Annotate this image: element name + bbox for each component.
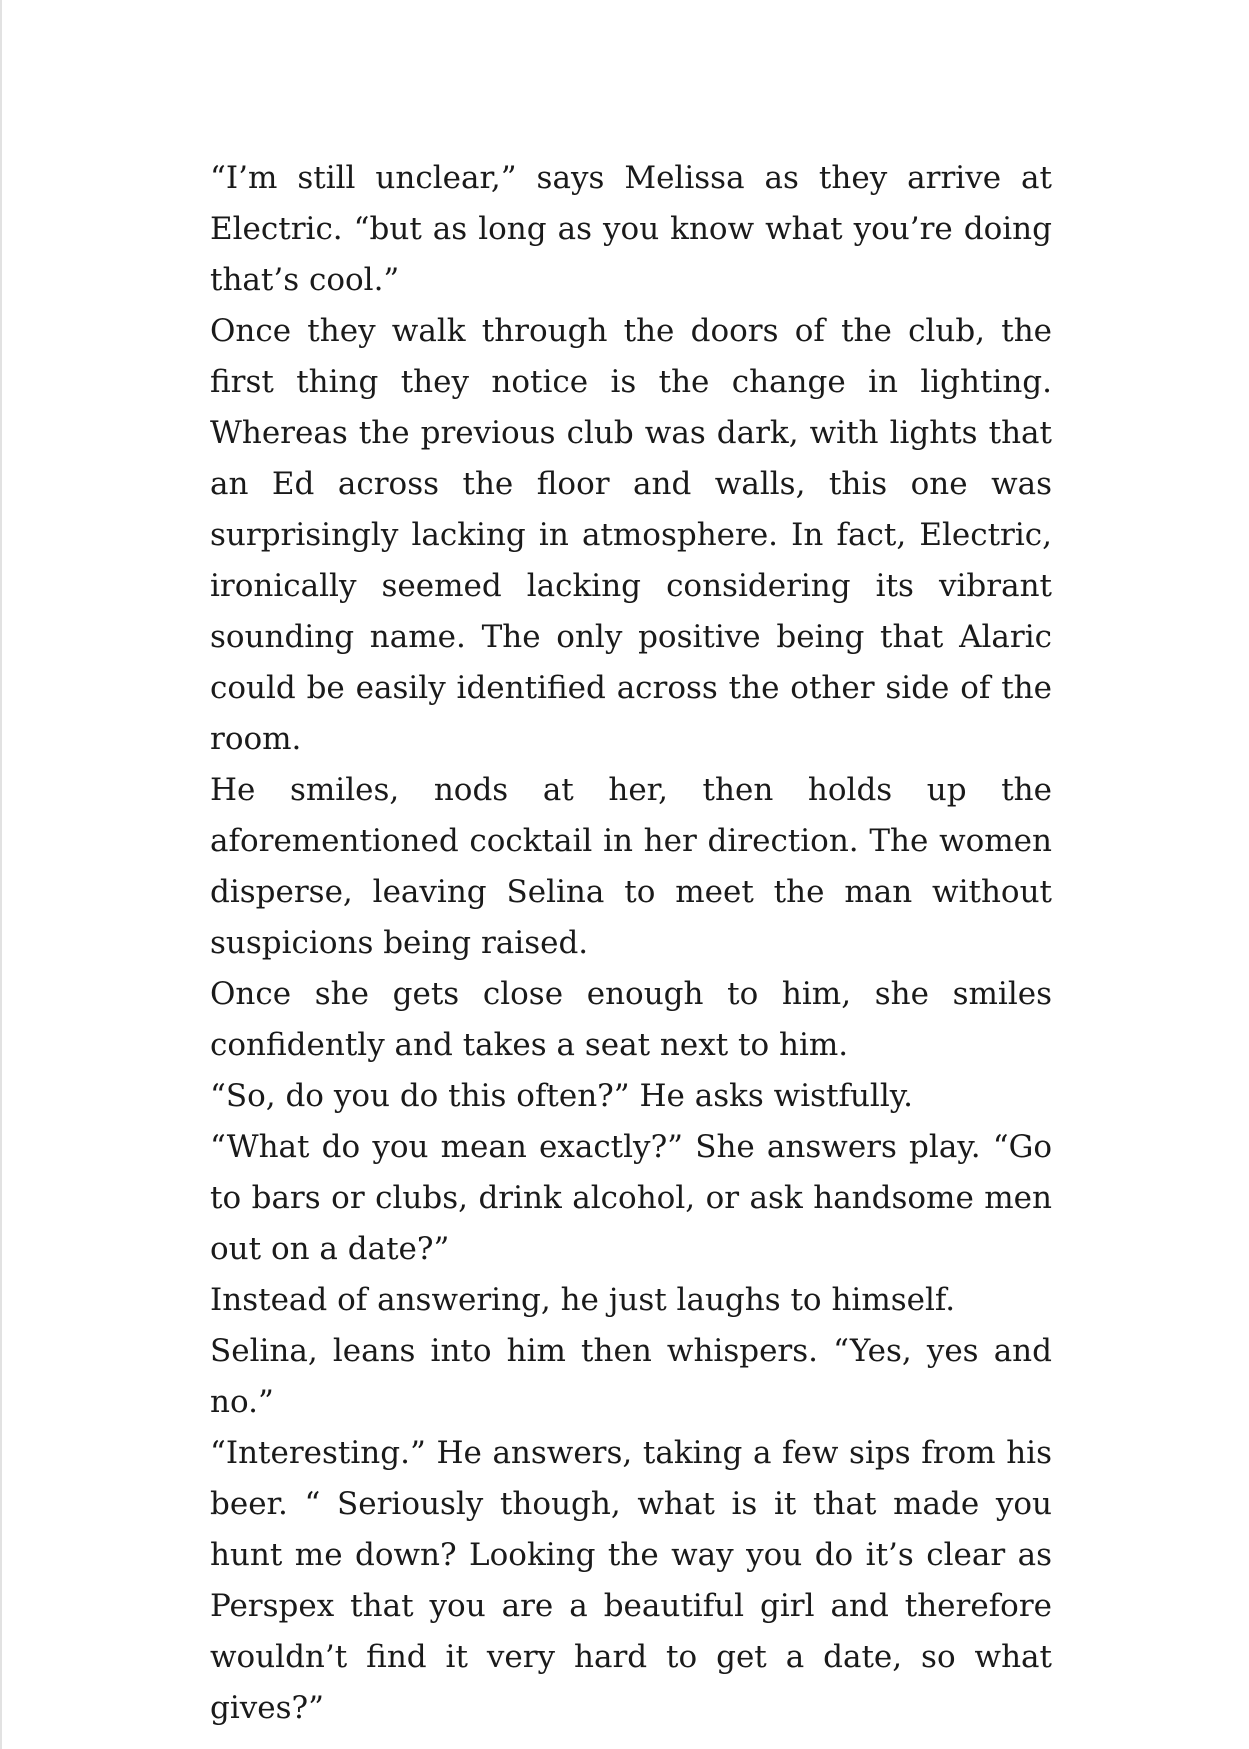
paragraph-1: “I’m still unclear,” says Melissa as they arrive at Electric. “but as long as you know what you’re doing that’s cool.”: [210, 160, 1052, 298]
paragraph-8: Selina, leans into him then whispers. “Yes, yes and no.”: [210, 1333, 1052, 1420]
paragraph-7: Instead of answering, he just laughs to himself.: [210, 1282, 956, 1318]
paragraph-9: “Interesting.” He answers, taking a few sips from his beer. “ Seriously though, what is it that made you hunt me down? Looking the way you do it’s clear as Perspex that you are a beautiful girl and therefore wouldn’t find it very hard to get a date, so what gives?”: [210, 1435, 1052, 1726]
paragraph-4: Once she gets close enough to him, she smiles confidently and takes a seat next to him.: [210, 976, 1052, 1063]
body-text: [210, 153, 1052, 1734]
paragraph-2: Once they walk through the doors of the club, the first thing they notice is the change in lighting. Whereas the previous club was dark, with lights that an Ed across the floor and walls, this one was surprisingly lacking in atmosphere. In fact, Electric, ironically seemed lacking considering its vibrant sounding name. The only positive being that Alaric could be easily identified across the other side of the room.: [210, 313, 1052, 757]
paragraph-3: He smiles, nods at her, then holds up the aforementioned cocktail in her direction. The women disperse, leaving Selina to meet the man without suspicions being raised.: [210, 772, 1052, 961]
paragraph-5: “So, do you do this often?” He asks wistfully.: [210, 1078, 914, 1114]
paragraph-6: “What do you mean exactly?” She answers play. “Go to bars or clubs, drink alcohol, or ask handsome men out on a date?”: [210, 1129, 1052, 1267]
